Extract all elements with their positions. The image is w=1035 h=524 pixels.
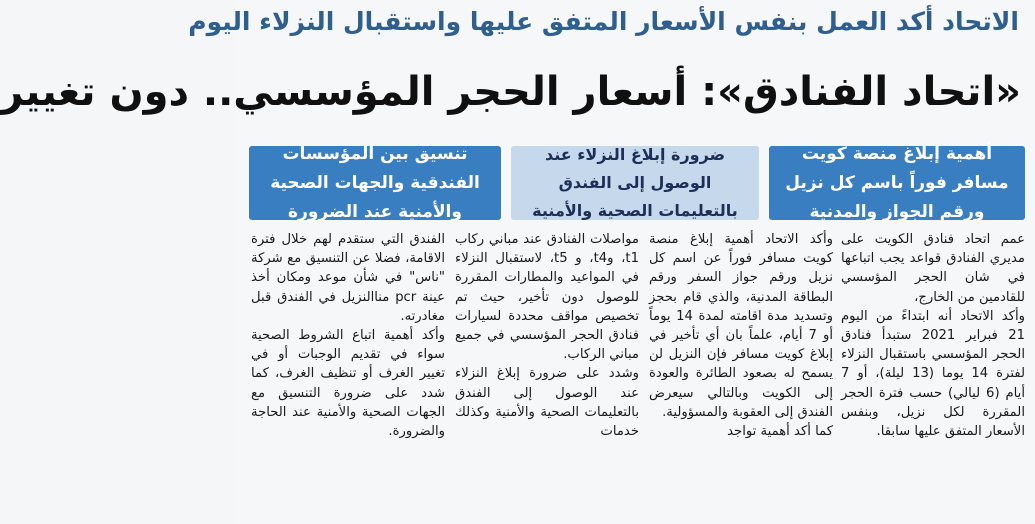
column-text: عمم اتحاد فنادق الكويت على مديري الفنادق قواعد يجب اتباعها في شان الحجر المؤسسي للقادمين من الخارج، وأكد الاتحاد أنه ابتداءً من اليوم 21 فبراير 2021 ستبدأ فنادق الحجر المؤسسي باستقبال النزلاء لفترة 14 يوما (13 ليلة)، أو 7 أيام (6 ليالي) حسب فترة الحجر المقررة لكل نزيل، وبنفس الأسعار المتفق عليها سابقا. [841,232,1025,440]
article-column-2 [649,230,833,516]
column-text: مواصلات الفنادق عند مباني ركاب t1، وt4، و t5، لاستقبال النزلاء في المواعيد والمطارات المقررة للوصول دون تأخير، حيث تم تخصيص مواقف محددة لسيارات فنادق الحجر المؤسسي في جميع مباني الركاب. وشدد على ضرورة إبلاغ النزلاء عند الوصول إلى الفندق بالتعليمات الصحية والأمنية وكذلك خدمات [455,232,639,440]
article-kicker: الاتحاد أكد العمل بنفس الأسعار المتفق عليها واستقبال النزلاء اليوم [188,7,1019,36]
subheadline-box-2: ضرورة إبلاغ النزلاء عند الوصول إلى الفندق بالتعليمات الصحية والأمنية [511,146,759,220]
article-column-1 [841,230,1025,516]
article-column-4 [251,230,445,516]
column-text: وأكد الاتحاد أهمية إبلاغ منصة كويت مسافر فوراً عن اسم كل نزيل ورقم جواز السفر ورقم البطاقة المدنية، والذي قام بحجز وتسديد مدة اقامته لمدة 14 يوماً أو 7 أيام، علماً بان أي تأخير في إبلاغ كويت مسافر فإن النزيل لن يسمح له بصعود الطائرة والعودة إلى الكويت وبالتالي سيعرض الفندق إلى العقوبة والمسؤولية. كما أكد أهمية تواجد [649,232,833,440]
article-column-3 [455,230,639,516]
article-headline: «اتحاد الفنادق»: أسعار الحجر المؤسسي.. دون تغيير [0,69,1021,115]
column-text: الفندق التي ستقدم لهم خلال فترة الاقامة، فضلا عن التنسيق مع شركة "ناس" في شأن موعد ومكان أخذ عينة pcr مناالنزيل في الفندق قبل مغادرته. وأكد أهمية اتباع الشروط الصحية سواء في تقديم الوجبات أو في تغيير الغرف أو تنظيف الغرف، كما شدد على ضرورة التنسيق مع الجهات الصحية والأمنية عند الحاجة والضرورة. [251,232,445,440]
subheadline-box-1: أهمية إبلاغ منصة كويت مسافر فوراً باسم كل نزيل ورقم الجواز والمدنية [769,146,1025,220]
subheadline-box-3: تنسيق بين المؤسسات الفندقية والجهات الصحية والأمنية عند الضرورة [249,146,501,220]
